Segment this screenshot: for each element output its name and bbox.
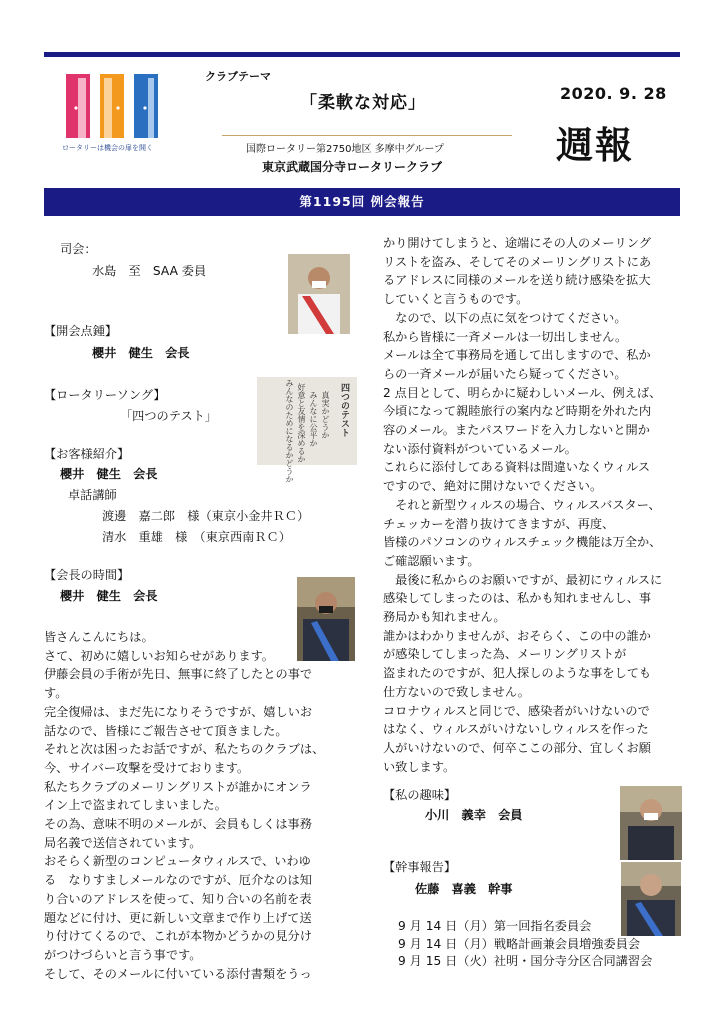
body-line: 題などに付け、更に新しい文章まで作り上げて送 bbox=[44, 910, 312, 925]
card-line: みんなに公平か bbox=[309, 391, 318, 447]
body-line: る なりすましメールなのですが、厄介なのは知 bbox=[44, 873, 312, 888]
body-line: 務局かも知れません。 bbox=[383, 610, 506, 625]
mc-name: 水島 至 SAA 委員 bbox=[92, 264, 207, 278]
body-line: 容のメール。またパスワードを入力しないと開か bbox=[383, 423, 650, 438]
song-heading: 【ロータリーソング】 bbox=[44, 388, 166, 402]
body-line: メールは全て事務局を通して出しますので、私か bbox=[383, 348, 651, 363]
guest-2: 清水 重雄 様 （東京西南ＲＣ） bbox=[102, 530, 291, 544]
body-line: 局名義で送信されています。 bbox=[44, 835, 202, 850]
body-line: ですので、絶対に開けないでください。 bbox=[383, 479, 603, 494]
card-line: 好意と友情を深めるか bbox=[297, 383, 306, 463]
president-speech bbox=[44, 628, 324, 983]
body-line: なので、以下の点に気をつけてください。 bbox=[383, 310, 627, 325]
four-way-test-card bbox=[257, 377, 357, 483]
body-line: り付けてくるので、これが本物かどうかの見分け bbox=[44, 929, 312, 944]
body-line: それと次は困ったお話ですが、私たちのクラブは、 bbox=[44, 742, 325, 757]
hobby-speaker-photo bbox=[620, 786, 682, 860]
body-line: リストを盗み、そしてそのメーリングリストにあ bbox=[383, 254, 652, 269]
body-line: 人がいけないので、何卒ここの部分、宜しくお願 bbox=[383, 740, 651, 755]
club-name: 東京武蔵国分寺ロータリークラブ bbox=[262, 160, 443, 174]
logo-tagline: ロータリーは機会の扉を開く bbox=[62, 144, 153, 152]
body-line: 仕方ないので致しません。 bbox=[383, 684, 530, 699]
schedule-item: 9 月 14 日（月）戦略計画兼会員増強委員会 bbox=[398, 936, 641, 951]
body-line: 誰かはわかりませんが、おそらく、この中の誰か bbox=[383, 628, 651, 643]
body-line: す。 bbox=[44, 686, 68, 701]
body-line: それと新型ウィルスの場合、ウィルスバスター、 bbox=[383, 497, 661, 512]
body-line: さて、初めに嬉しいお知らせがあります。 bbox=[44, 648, 274, 663]
body-line: 伊藤会員の手術が先日、無事に終了したとの事で bbox=[44, 667, 313, 682]
body-line: 私たちクラブのメーリングリストが誰かにオンラ bbox=[44, 779, 312, 794]
guests-presenter: 櫻井 健生 会長 bbox=[60, 467, 158, 481]
body-line: そして、そのメールに付いている添付書類をうっ bbox=[44, 966, 312, 981]
guest-1: 渡邊 嘉二郎 様（東京小金井ＲＣ） bbox=[102, 509, 310, 523]
body-line: おそらく新型のコンピュータウィルスで、いわゆ bbox=[44, 854, 311, 869]
hobby-heading: 【私の趣味】 bbox=[383, 788, 457, 802]
body-line: していくと言うものです。 bbox=[383, 292, 529, 307]
body-line: がつけづらいと言う事です。 bbox=[44, 947, 202, 962]
body-line: 最後に私からのお願いですが、最初にウィルスに bbox=[383, 572, 663, 587]
club-theme: 「柔軟な対応」 bbox=[300, 93, 426, 113]
newsletter-title: 週報 bbox=[556, 124, 634, 167]
schedule-item: 9 月 14 日（月）第一回指名委員会 bbox=[398, 919, 592, 933]
district-line: 国際ロータリー第2750地区 多摩中グループ bbox=[246, 144, 444, 155]
body-line: 完全復帰は、まだ先になりそうですが、嬉しいお bbox=[44, 704, 313, 719]
divider bbox=[222, 135, 512, 136]
issue-date: 2020. 9. 28 bbox=[560, 84, 667, 103]
body-line: 2 点目として、明らかに疑わしいメール、例えば、 bbox=[383, 385, 662, 400]
body-line: ご確認願います。 bbox=[383, 553, 480, 568]
hobby-name: 小川 義幸 会員 bbox=[425, 808, 523, 822]
body-line: 私から皆様に一斉メールは一切出しません。 bbox=[383, 329, 628, 344]
card-line: みんなのためになるかどうか bbox=[285, 379, 294, 483]
top-rule bbox=[44, 52, 680, 57]
body-line: 皆様のパソコンのウィルスチェック機能は万全か、 bbox=[383, 535, 662, 550]
body-line: 盗まれたのですが、犯人探しのような事をしても bbox=[383, 666, 652, 681]
body-line: 今頃になって親睦旅行の案内など時期を外れた内 bbox=[383, 404, 652, 419]
body-line: 今、サイバー攻撃を受けております。 bbox=[44, 760, 250, 775]
body-line: 感染してしまったのは、私かも知れませんし、事 bbox=[383, 591, 652, 606]
body-line: り合いのアドレスを使って、知り合いの名前を表 bbox=[44, 891, 312, 906]
gong-heading: 【開会点鍾】 bbox=[44, 324, 118, 338]
body-line: かり開けてしまうと、途端にその人のメーリング bbox=[383, 236, 651, 250]
body-line: その為、意味不明のメールが、会員もしくは事務 bbox=[44, 817, 312, 832]
body-line: チェッカーを潜り抜けてきますが、再度、 bbox=[383, 516, 615, 531]
theme-label: クラブテーマ bbox=[205, 70, 271, 83]
body-line: らの一斉メールが届いたら疑ってください。 bbox=[383, 366, 627, 381]
body-line: ない添付資料がついているメール。 bbox=[383, 441, 577, 456]
body-line: が感染してしまった為、メーリングリストが bbox=[383, 647, 627, 662]
body-line: 話なので、皆様にご報告させて頂きました。 bbox=[44, 723, 288, 738]
body-line: 皆さんこんにちは。 bbox=[44, 630, 154, 644]
mc-heading: 司会： bbox=[60, 242, 97, 256]
card-title: 四つのテスト bbox=[339, 383, 349, 437]
body-line: コロナウィルスと同じで、感染者がいけないので bbox=[383, 703, 650, 718]
rotary-door-logo bbox=[62, 70, 162, 142]
schedule-item: 9 月 15 日（火）社明・国分寺分区合同講習会 bbox=[398, 954, 653, 968]
song-name: 「四つのテスト」 bbox=[120, 409, 218, 423]
guests-heading: 【お客様紹介】 bbox=[44, 447, 130, 461]
body-line: るアドレスに同様のメールを送り続け感染を拡大 bbox=[383, 273, 651, 288]
body-line: イン上で盗まれてしまいました。 bbox=[44, 798, 227, 813]
president-heading: 【会長の時間】 bbox=[44, 568, 130, 582]
body-line: い致します。 bbox=[383, 759, 456, 774]
schedule-list bbox=[398, 918, 652, 971]
gong-name: 櫻井 健生 会長 bbox=[92, 346, 190, 360]
card-line: 真実かどうか bbox=[321, 391, 330, 439]
body-line: これらに添付してある資料は間違いなくウィルス bbox=[383, 460, 651, 475]
secretary-heading: 【幹事報告】 bbox=[383, 860, 457, 874]
president-name: 櫻井 健生 会長 bbox=[60, 589, 158, 603]
guests-sub: 卓話講師 bbox=[68, 488, 117, 502]
secretary-name: 佐藤 喜義 幹事 bbox=[415, 882, 513, 896]
president-speech-continued bbox=[383, 234, 662, 776]
mc-photo bbox=[288, 254, 350, 334]
body-line: はなく、ウィルスがいけないしウィルスを作った bbox=[383, 722, 649, 737]
meeting-banner: 第1195回 例会報告 bbox=[44, 188, 680, 216]
